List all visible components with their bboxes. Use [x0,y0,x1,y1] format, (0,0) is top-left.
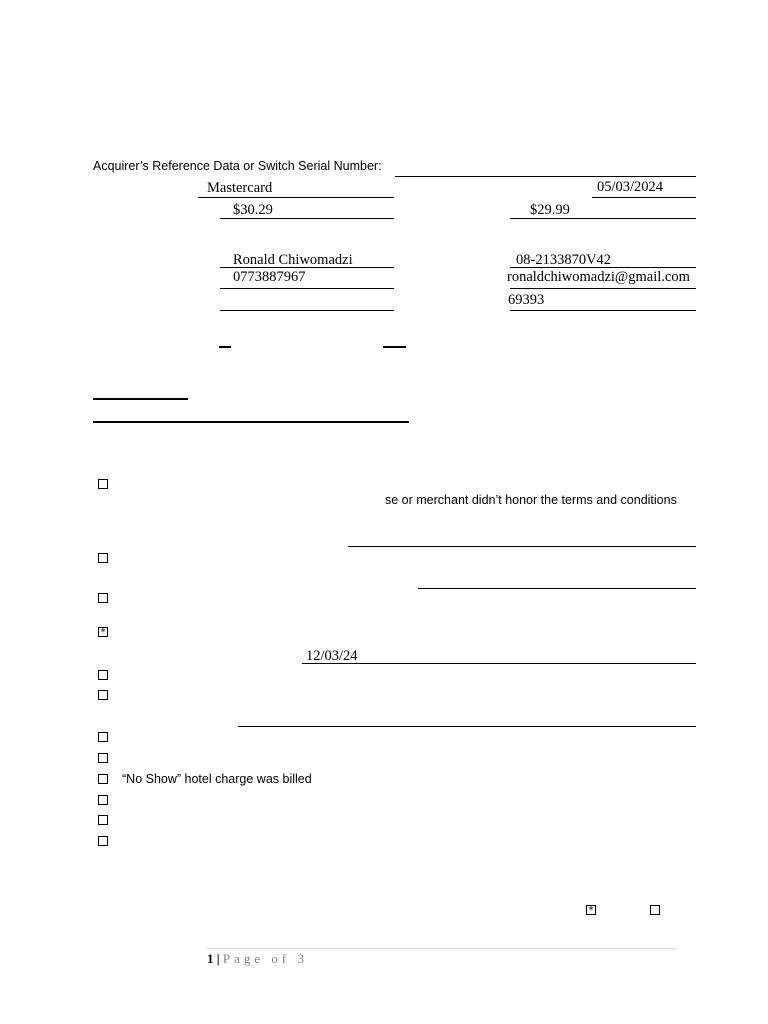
page-separator: | [216,951,220,966]
amount-1-line [220,218,394,219]
reason-9-checkbox[interactable] [98,774,108,784]
amount-2-line [510,218,696,219]
reason-8-checkbox[interactable] [98,753,108,763]
reason-12-checkbox[interactable] [98,836,108,846]
account-number-value[interactable]: 08-2133870V42 [516,252,612,268]
date-value[interactable]: 05/03/2024 [597,179,664,195]
email-line [510,288,696,289]
phone-value[interactable]: 0773887967 [233,269,306,285]
date-line [592,197,696,198]
email-value[interactable]: ronaldchiwomadzi@gmail.com [507,269,690,285]
reason-10-checkbox[interactable] [98,795,108,805]
account-number-line [510,267,696,268]
reason-4-checkbox[interactable]: * [98,627,108,637]
page-footer [207,951,308,967]
section-rule-2 [93,421,409,423]
reason-1-line [348,546,696,547]
short-mark-2 [383,346,406,348]
acquirer-ref-label: Acquirer’s Reference Data or Switch Serial Number: [93,159,382,173]
acquirer-ref-line [395,176,696,177]
section-rule-1 [93,398,188,400]
card-brand-value[interactable]: Mastercard [207,180,273,196]
reason-1-text: se or merchant didn’t honor the terms and conditions [385,493,677,507]
bottom-yes-checkbox[interactable]: * [586,905,596,915]
phone-line [220,288,394,289]
page-number: 1 [207,951,214,966]
amount-2-value[interactable]: $29.99 [530,202,570,218]
reason-5-checkbox[interactable] [98,670,108,680]
bottom-no-checkbox[interactable] [650,905,660,915]
reason-2-line [418,588,696,589]
amount-1-value[interactable]: $30.29 [233,202,273,218]
short-mark-1 [219,346,231,348]
cardholder-name-value[interactable]: Ronald Chiwomadzi [233,252,353,268]
reason-4-line [302,663,696,664]
reason-1-checkbox[interactable] [98,479,108,489]
code-line [510,310,696,311]
reason-6-line [238,726,696,727]
blank-field-line [220,310,394,311]
reason-3-checkbox[interactable] [98,593,108,603]
reason-7-checkbox[interactable] [98,732,108,742]
reason-6-checkbox[interactable] [98,690,108,700]
card-brand-line [198,197,394,198]
code-value[interactable]: 69393 [508,292,545,308]
no-show-text: “No Show” hotel charge was billed [122,772,312,786]
cardholder-name-line [220,267,394,268]
page-of-text: Page of 3 [222,951,308,966]
footer-rule [207,948,677,949]
reason-11-checkbox[interactable] [98,815,108,825]
reason-2-checkbox[interactable] [98,553,108,563]
reason-4-date[interactable]: 12/03/24 [306,648,358,664]
